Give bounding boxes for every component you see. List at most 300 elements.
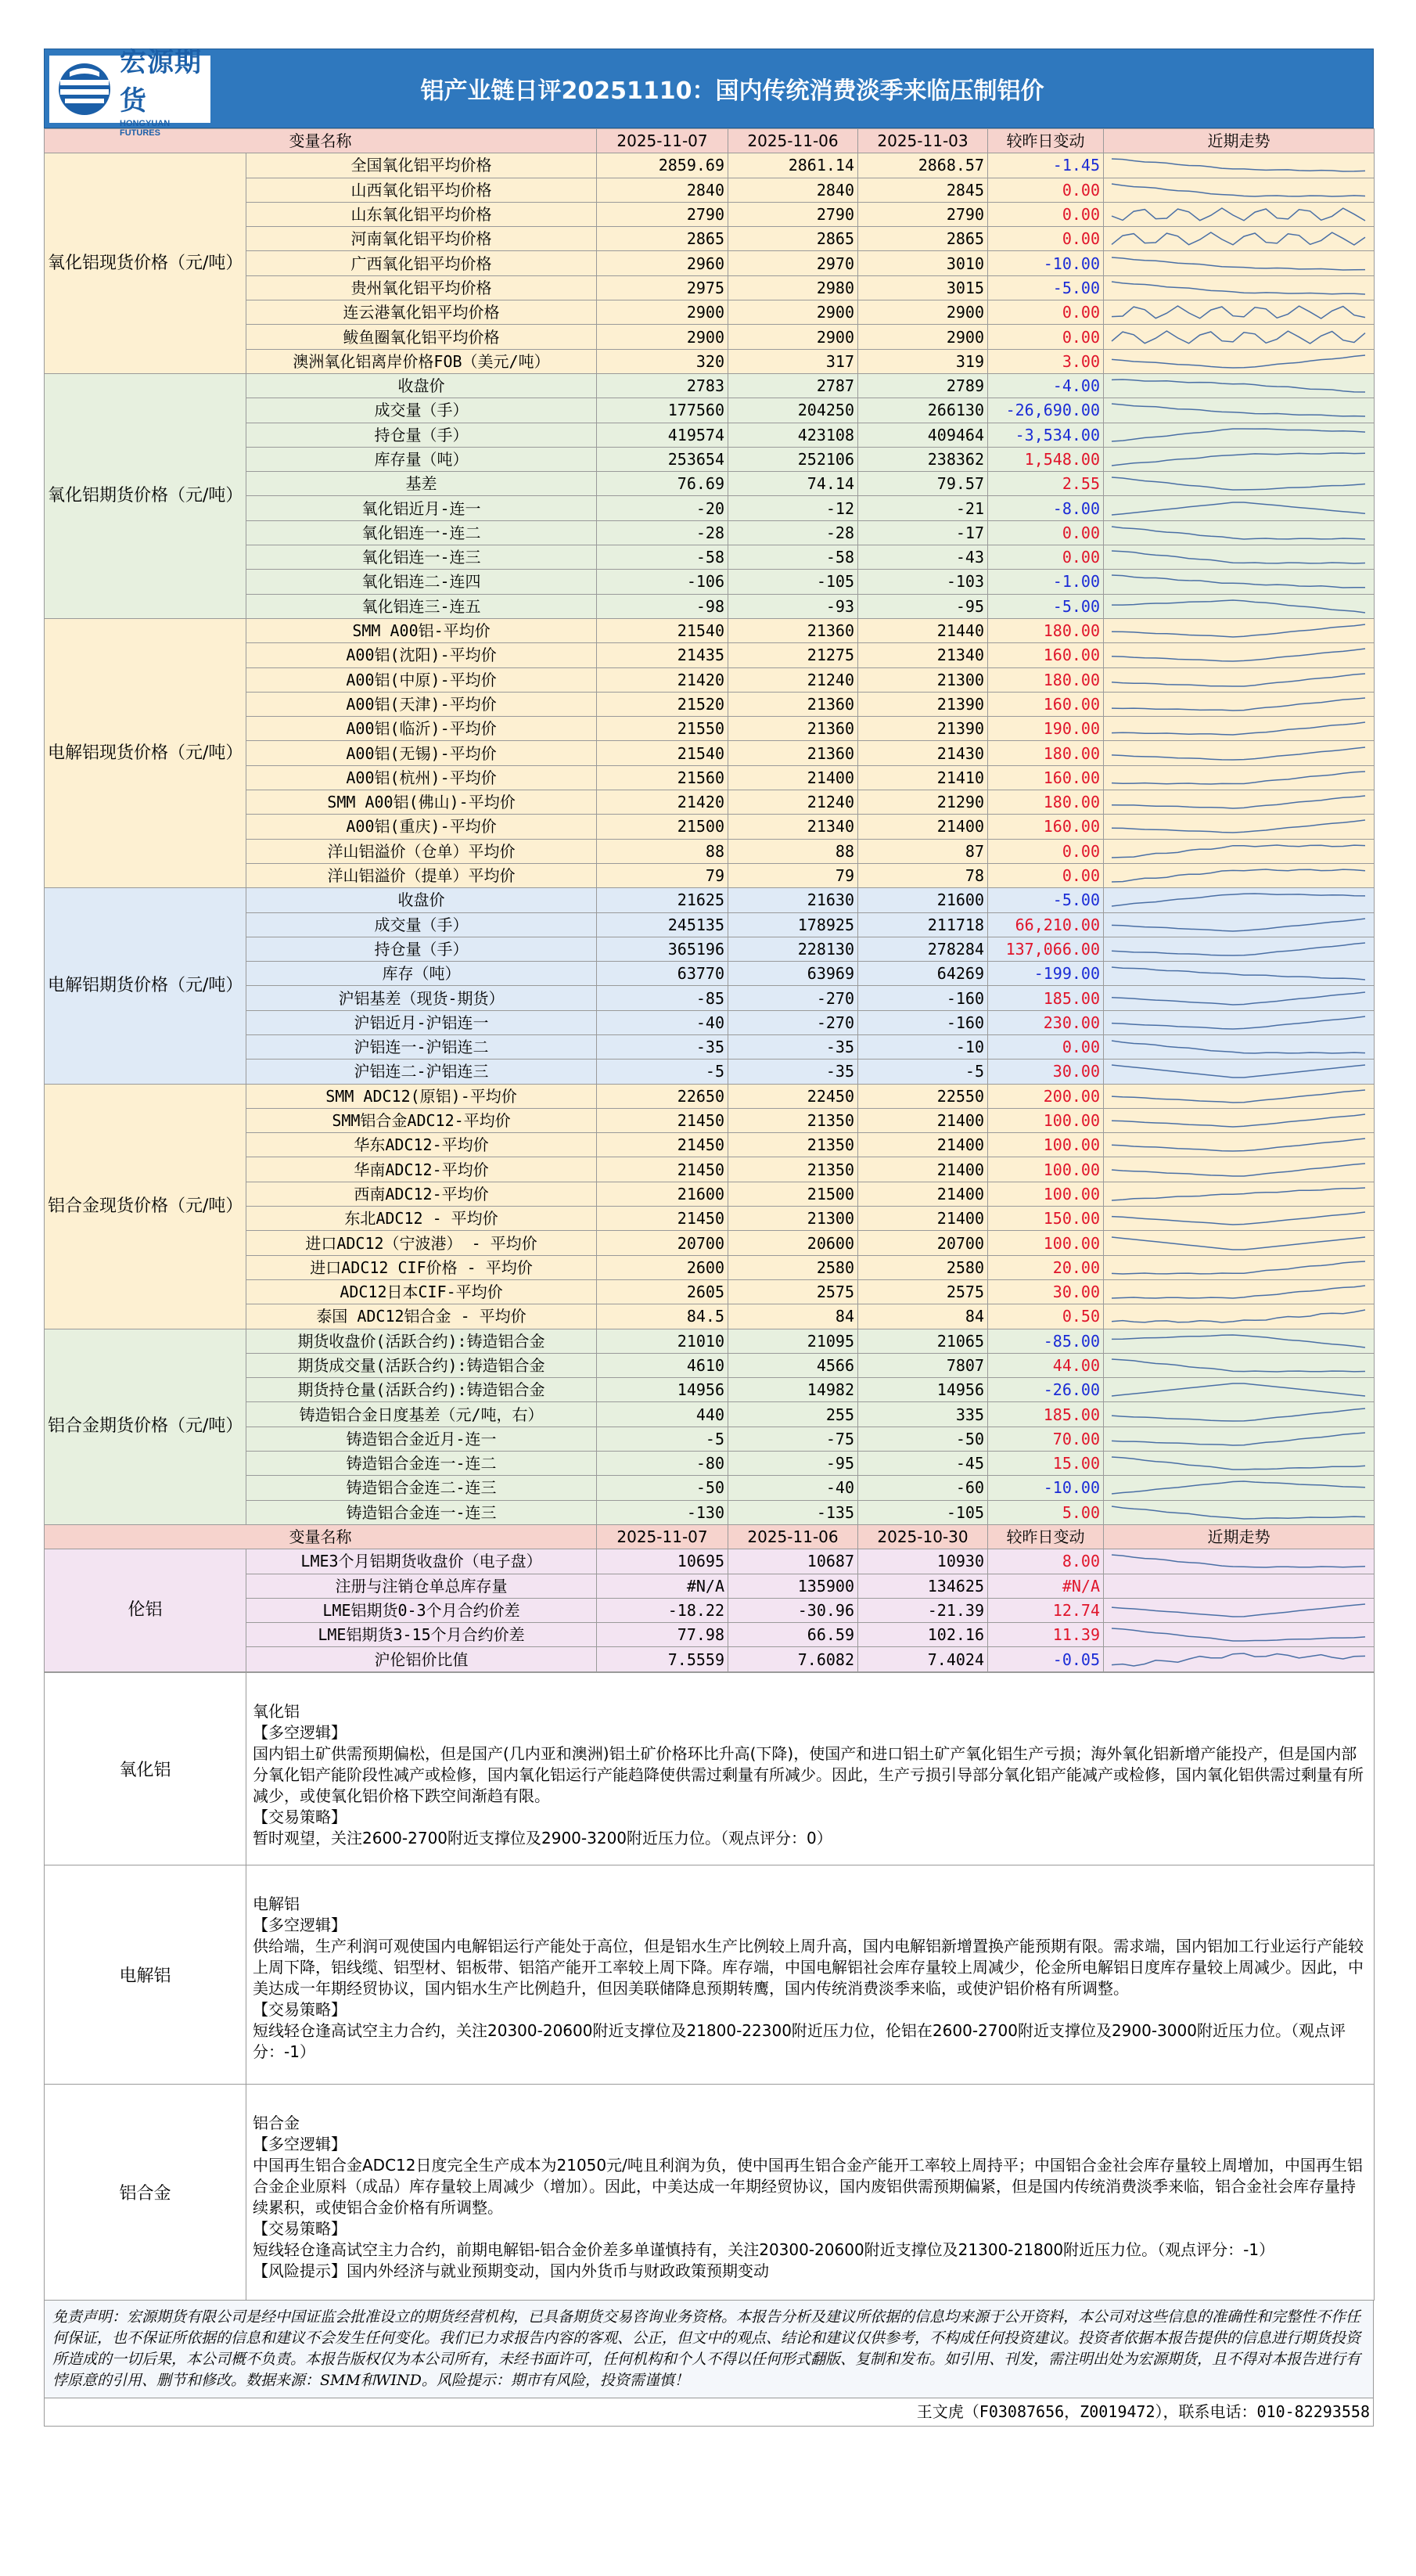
value-d3: -50: [858, 1427, 988, 1451]
trend-cell: [1104, 1574, 1375, 1598]
sparkline-chart: [1107, 1282, 1370, 1302]
sparkline-chart: [1107, 596, 1370, 617]
sparkline-path: [1112, 477, 1365, 490]
value-d3: 87: [858, 839, 988, 863]
value-d3: 238362: [858, 447, 988, 471]
variable-name: 山西氧化铝平均价格: [246, 178, 597, 202]
value-d1: 21420: [597, 667, 728, 692]
value-d3: 319: [858, 349, 988, 373]
trend-cell: [1104, 325, 1375, 349]
value-d1: -20: [597, 496, 728, 520]
sparkline-chart: [1107, 1184, 1370, 1204]
variable-name: 沪伦铝价比值: [246, 1647, 597, 1671]
trend-cell: [1104, 667, 1375, 692]
trend-cell: [1104, 398, 1375, 423]
value-d1: -40: [597, 1010, 728, 1034]
value-d2: -135: [728, 1500, 858, 1524]
sparkline-path: [1112, 1310, 1365, 1322]
sparkline-path: [1112, 429, 1365, 441]
value-d1: 177560: [597, 398, 728, 423]
sparkline-path: [1112, 331, 1365, 344]
column-header-name: 变量名称: [45, 1524, 597, 1549]
sparkline-chart: [1107, 155, 1370, 175]
trend-cell: [1104, 570, 1375, 594]
sparkline-path: [1112, 772, 1365, 784]
daily-change: 0.00: [988, 300, 1104, 325]
sparkline-chart: [1107, 718, 1370, 739]
variable-name: 氧化铝连二-连四: [246, 570, 597, 594]
value-d1: 77.98: [597, 1623, 728, 1647]
daily-change: -4.00: [988, 373, 1104, 398]
daily-change: 0.00: [988, 178, 1104, 202]
value-d1: -106: [597, 570, 728, 594]
sparkline-chart: [1107, 1110, 1370, 1131]
value-d3: 21400: [858, 1182, 988, 1206]
variable-name: 进口ADC12 CIF价格 - 平均价: [246, 1255, 597, 1279]
trend-cell: [1104, 1231, 1375, 1255]
value-d1: -85: [597, 986, 728, 1010]
value-d1: 14956: [597, 1378, 728, 1402]
value-d1: -50: [597, 1476, 728, 1500]
trend-cell: [1104, 741, 1375, 765]
value-d2: -12: [728, 496, 858, 520]
value-d2: 21350: [728, 1133, 858, 1157]
sparkline-path: [1112, 1261, 1365, 1274]
daily-change: -199.00: [988, 962, 1104, 986]
trend-cell: [1104, 962, 1375, 986]
analysis-label: 电解铝: [45, 1865, 246, 2084]
analysis-table: [44, 1672, 1375, 2301]
sparkline-path: [1112, 184, 1365, 196]
trend-cell: [1104, 153, 1375, 178]
value-d3: 409464: [858, 423, 988, 447]
value-d1: 245135: [597, 912, 728, 937]
trend-cell: [1104, 520, 1375, 545]
value-d3: 21400: [858, 1133, 988, 1157]
value-d3: 14956: [858, 1378, 988, 1402]
variable-name: A00铝(临沂)-平均价: [246, 717, 597, 741]
variable-name: 进口ADC12（宁波港） - 平均价: [246, 1231, 597, 1255]
variable-name: 收盘价: [246, 888, 597, 912]
value-d2: 228130: [728, 937, 858, 961]
sparkline-chart: [1107, 547, 1370, 567]
value-d1: 20700: [597, 1231, 728, 1255]
value-d3: 21300: [858, 667, 988, 692]
variable-name: A00铝(重庆)-平均价: [246, 815, 597, 839]
sparkline-path: [1112, 1188, 1365, 1200]
sparkline-path: [1112, 1506, 1365, 1519]
trend-cell: [1104, 937, 1375, 961]
value-d1: -130: [597, 1500, 728, 1524]
variable-name: 泰国 ADC12铝合金 - 平均价: [246, 1304, 597, 1329]
value-d3: 21400: [858, 1157, 988, 1182]
sparkline-chart: [1107, 1600, 1370, 1621]
risk-text: 国内外经济与就业预期变动，国内外货币与财政政策预期变动: [347, 2261, 769, 2280]
sparkline-chart: [1107, 939, 1370, 959]
value-d3: 21400: [858, 1207, 988, 1231]
variable-name: 期货收盘价(活跃合约):铸造铝合金: [246, 1329, 597, 1353]
daily-change: -8.00: [988, 496, 1104, 520]
sparkline-chart: [1107, 988, 1370, 1009]
value-d3: -21.39: [858, 1598, 988, 1622]
logic-text: 中国再生铝合金ADC12日度完全生产成本为21050元/吨且利润为负，使中国再生铝合金产能开工率较上周持平；中国铝合金社会库存量较上周增加，中国再生铝合金企业原料（成品）库存量较上周减少（增加）。因此，中美达成一年期经贸协议，国内废铝供需预期偏紧，但是国内传统消费淡季来临，铝合金社会库存量持续累积，或使铝合金价格有所调整。: [253, 2155, 1363, 2217]
sparkline-chart: [1107, 473, 1370, 494]
value-d3: 21430: [858, 741, 988, 765]
value-d2: 22450: [728, 1084, 858, 1108]
value-d1: 7.5559: [597, 1647, 728, 1671]
analysis-label: 铝合金: [45, 2084, 246, 2300]
value-d3: 2845: [858, 178, 988, 202]
value-d1: -5: [597, 1060, 728, 1084]
value-d1: -28: [597, 520, 728, 545]
value-d2: 7.6082: [728, 1647, 858, 1671]
trend-cell: [1104, 1549, 1375, 1574]
variable-name: 鲅鱼圈氧化铝平均价格: [246, 325, 597, 349]
trend-cell: [1104, 1034, 1375, 1059]
analysis-content: [246, 2084, 1375, 2300]
trend-cell: [1104, 1427, 1375, 1451]
trend-cell: [1104, 643, 1375, 667]
daily-change: 100.00: [988, 1157, 1104, 1182]
sparkline-path: [1112, 1359, 1365, 1372]
sparkline-chart: [1107, 1502, 1370, 1523]
variable-name: 氧化铝连一-连二: [246, 520, 597, 545]
sparkline-chart: [1107, 1208, 1370, 1229]
value-d1: 21500: [597, 815, 728, 839]
sparkline-chart: [1107, 694, 1370, 714]
daily-change: 190.00: [988, 717, 1104, 741]
sparkline-chart: [1107, 1013, 1370, 1033]
value-d2: 2840: [728, 178, 858, 202]
analysis-label: 氧化铝: [45, 1672, 246, 1865]
value-d1: -35: [597, 1034, 728, 1059]
variable-name: LME3个月铝期货收盘价（电子盘）: [246, 1549, 597, 1574]
sparkline-chart: [1107, 1257, 1370, 1278]
value-d3: 64269: [858, 962, 988, 986]
daily-change: -3,534.00: [988, 423, 1104, 447]
sparkline-chart: [1107, 1331, 1370, 1351]
sparkline-path: [1112, 159, 1365, 171]
trend-cell: [1104, 447, 1375, 471]
variable-name: 基差: [246, 472, 597, 496]
trend-cell: [1104, 1476, 1375, 1500]
value-d3: 21400: [858, 815, 988, 839]
sparkline-chart: [1107, 1624, 1370, 1645]
group-label: 电解铝期货价格（元/吨）: [45, 888, 246, 1084]
daily-change: 0.00: [988, 863, 1104, 887]
value-d3: -103: [858, 570, 988, 594]
sparkline-path: [1112, 1409, 1365, 1421]
sparkline-chart: [1107, 1551, 1370, 1571]
value-d3: 2580: [858, 1255, 988, 1279]
daily-change: 66,210.00: [988, 912, 1104, 937]
analysis-text: [246, 2085, 1374, 2290]
trend-cell: [1104, 472, 1375, 496]
value-d2: -95: [728, 1452, 858, 1476]
sparkline-path: [1112, 1041, 1365, 1053]
trend-cell: [1104, 1500, 1375, 1524]
value-d2: 2900: [728, 325, 858, 349]
group-label: 铝合金现货价格（元/吨）: [45, 1084, 246, 1329]
value-d1: -58: [597, 545, 728, 570]
sparkline-chart: [1107, 204, 1370, 225]
report-title: 铝产业链日评20251110：国内传统消费淡季来临压制铝价: [420, 77, 1044, 105]
analysis-text: [246, 1673, 1374, 1857]
daily-change: 160.00: [988, 692, 1104, 716]
daily-change: 0.50: [988, 1304, 1104, 1329]
daily-change: 1,548.00: [988, 447, 1104, 471]
sparkline-chart: [1107, 670, 1370, 690]
value-d3: 21410: [858, 765, 988, 790]
value-d2: 21360: [728, 692, 858, 716]
sparkline-chart: [1107, 768, 1370, 788]
sparkline-chart: [1107, 915, 1370, 935]
daily-change: 0.00: [988, 325, 1104, 349]
trend-cell: [1104, 986, 1375, 1010]
table-row: [45, 618, 1375, 642]
disclaimer: 免责声明：宏源期货有限公司是经中国证监会批准设立的期货经营机构，已具备期货交易咨询业务资格。本报告分析及建议所依据的信息均来源于公开资料，本公司对这些信息的准确性和完整性不作任何保证，也不保证所依据的信息和建议不会发生任何变化。我们已力求报告内容的客观、公正，但文中的观点、结论和建议仅供参考，不构成任何投资建议。投资者依据本报告提供的信息进行期货投资所造成的一切后果，本公司概不负责。本报告版权仅为本公司所有，未经书面许可，任何机构和个人不得以任何形式翻版、复制和发布。如引用、刊发，需注明出处为宏源期货，且不得对本报告进行有悖原意的引用、删节和修改。数据来源：SMM和WIND。风险提示：期市有风险，投资需谨慎！: [44, 2301, 1374, 2398]
analysis-title: 铝合金: [253, 2113, 300, 2132]
table-row: [45, 1084, 1375, 1108]
value-d3: 2790: [858, 202, 988, 226]
value-d3: -10: [858, 1034, 988, 1059]
variable-name: 成交量（手）: [246, 912, 597, 937]
daily-change: 100.00: [988, 1231, 1104, 1255]
strategy-text: 短线轻仓逢高试空主力合约，关注20300-20600附近支撑位及21800-22300附近压力位，伦铝在2600-2700附近支撑位及2900-3000附近压力位。（观点评分：-1）: [253, 2020, 1346, 2061]
value-d2: 21500: [728, 1182, 858, 1206]
value-d2: 21240: [728, 667, 858, 692]
value-d1: 21450: [597, 1157, 728, 1182]
value-d1: 21540: [597, 741, 728, 765]
variable-name: 全国氧化铝平均价格: [246, 153, 597, 178]
daily-change: -26.00: [988, 1378, 1104, 1402]
hongyuan-logo-icon: [54, 61, 115, 117]
value-d2: 423108: [728, 423, 858, 447]
variable-name: A00铝(沈阳)-平均价: [246, 643, 597, 667]
risk-line: [253, 2261, 1369, 2282]
value-d2: 135900: [728, 1574, 858, 1598]
table-header-row: [45, 1524, 1375, 1549]
sparkline-path: [1112, 232, 1365, 245]
trend-cell: [1104, 863, 1375, 887]
variable-name: ADC12日本CIF-平均价: [246, 1279, 597, 1304]
daily-change: 5.00: [988, 1500, 1104, 1524]
variable-name: 西南ADC12-平均价: [246, 1182, 597, 1206]
variable-name: 华东ADC12-平均价: [246, 1133, 597, 1157]
value-d1: 21420: [597, 790, 728, 815]
strategy-heading: 【交易策略】: [253, 1999, 347, 2019]
variable-name: 氧化铝连三-连五: [246, 594, 597, 618]
value-d1: 84.5: [597, 1304, 728, 1329]
value-d1: 21520: [597, 692, 728, 716]
value-d2: -28: [728, 520, 858, 545]
daily-change: 160.00: [988, 643, 1104, 667]
value-d2: 63969: [728, 962, 858, 986]
trend-cell: [1104, 1353, 1375, 1377]
group-label: 伦铝: [45, 1549, 246, 1671]
sparkline-chart: [1107, 743, 1370, 764]
sparkline-path: [1112, 1433, 1365, 1445]
value-d1: 21435: [597, 643, 728, 667]
column-header-trend: 近期走势: [1104, 1524, 1375, 1549]
sparkline-chart: [1107, 1650, 1370, 1670]
value-d1: 2600: [597, 1255, 728, 1279]
value-d2: 88: [728, 839, 858, 863]
column-header-name: 变量名称: [45, 129, 597, 153]
analysis-content: [246, 1865, 1375, 2084]
value-d3: 21400: [858, 1108, 988, 1132]
sparkline-path: [1112, 796, 1365, 808]
daily-change: 0.00: [988, 227, 1104, 251]
daily-change: 0.00: [988, 839, 1104, 863]
sparkline-chart: [1107, 865, 1370, 886]
trend-cell: [1104, 227, 1375, 251]
group-label: 氧化铝期货价格（元/吨）: [45, 373, 246, 618]
variable-name: 连云港氧化铝平均价格: [246, 300, 597, 325]
report-page: [44, 49, 1374, 2427]
sparkline-path: [1112, 380, 1365, 392]
daily-change: -1.45: [988, 153, 1104, 178]
analysis-text: [246, 1865, 1374, 2071]
daily-change: -10.00: [988, 251, 1104, 275]
sparkline-path: [1112, 551, 1365, 563]
variable-name: 库存量（吨）: [246, 447, 597, 471]
trend-cell: [1104, 349, 1375, 373]
sparkline-path: [1112, 1653, 1365, 1666]
daily-change: -26,690.00: [988, 398, 1104, 423]
sparkline-path: [1112, 306, 1365, 318]
sparkline-path: [1112, 1090, 1365, 1103]
trend-cell: [1104, 1279, 1375, 1304]
sparkline-chart: [1107, 1233, 1370, 1254]
value-d2: -30.96: [728, 1598, 858, 1622]
sparkline-path: [1112, 282, 1365, 294]
sparkline-path: [1112, 649, 1365, 661]
value-d3: 22550: [858, 1084, 988, 1108]
value-d1: 2605: [597, 1279, 728, 1304]
analysis-title: 氧化铝: [253, 1701, 300, 1721]
sparkline-path: [1112, 453, 1365, 466]
value-d2: 79: [728, 863, 858, 887]
daily-change: 200.00: [988, 1084, 1104, 1108]
column-header-chg: 较昨日变动: [988, 129, 1104, 153]
value-d3: 84: [858, 1304, 988, 1329]
price-table: [44, 128, 1375, 1672]
variable-name: 收盘价: [246, 373, 597, 398]
daily-change: -0.05: [988, 1647, 1104, 1671]
trend-cell: [1104, 1598, 1375, 1622]
value-d1: 2975: [597, 275, 728, 300]
sparkline-chart: [1107, 278, 1370, 298]
daily-change: -1.00: [988, 570, 1104, 594]
value-d3: 2575: [858, 1279, 988, 1304]
trend-cell: [1104, 1255, 1375, 1279]
variable-name: 洋山铝溢价（仓单）平均价: [246, 839, 597, 863]
value-d2: 252106: [728, 447, 858, 471]
sparkline-path: [1112, 1383, 1365, 1396]
value-d1: 2900: [597, 300, 728, 325]
value-d3: 102.16: [858, 1623, 988, 1647]
sparkline-chart: [1107, 376, 1370, 396]
trend-cell: [1104, 423, 1375, 447]
value-d1: #N/A: [597, 1574, 728, 1598]
table-row: [45, 373, 1375, 398]
value-d1: 2865: [597, 227, 728, 251]
value-d2: 21300: [728, 1207, 858, 1231]
variable-name: A00铝(无锡)-平均价: [246, 741, 597, 765]
value-d3: 211718: [858, 912, 988, 937]
trend-cell: [1104, 1060, 1375, 1084]
daily-change: 180.00: [988, 790, 1104, 815]
trend-cell: [1104, 251, 1375, 275]
variable-name: 注册与注销仓单总库存量: [246, 1574, 597, 1598]
risk-heading: 【风险提示】: [253, 2261, 347, 2280]
daily-change: 70.00: [988, 1427, 1104, 1451]
daily-change: 0.00: [988, 1034, 1104, 1059]
variable-name: 沪铝连二-沪铝连三: [246, 1060, 597, 1084]
sparkline-chart: [1107, 1135, 1370, 1155]
table-header-row: [45, 129, 1375, 153]
daily-change: 180.00: [988, 667, 1104, 692]
trend-cell: [1104, 1304, 1375, 1329]
value-d1: 10695: [597, 1549, 728, 1574]
daily-change: -10.00: [988, 1476, 1104, 1500]
value-d1: 2790: [597, 202, 728, 226]
daily-change: 11.39: [988, 1623, 1104, 1647]
sparkline-path: [1112, 1457, 1365, 1470]
sparkline-chart: [1107, 228, 1370, 249]
sparkline-path: [1112, 208, 1365, 221]
value-d2: 21095: [728, 1329, 858, 1353]
trend-cell: [1104, 1329, 1375, 1353]
sparkline-chart: [1107, 351, 1370, 372]
variable-name: 期货成交量(活跃合约):铸造铝合金: [246, 1353, 597, 1377]
sparkline-path: [1112, 992, 1365, 1005]
value-d3: 21340: [858, 643, 988, 667]
daily-change: 30.00: [988, 1060, 1104, 1084]
trend-cell: [1104, 839, 1375, 863]
value-d3: 2868.57: [858, 153, 988, 178]
trend-cell: [1104, 275, 1375, 300]
value-d1: 79: [597, 863, 728, 887]
sparkline-chart: [1107, 645, 1370, 665]
sparkline-chart: [1107, 302, 1370, 322]
daily-change: 160.00: [988, 815, 1104, 839]
value-d2: 21350: [728, 1157, 858, 1182]
sparkline-chart: [1107, 1453, 1370, 1473]
variable-name: 铸造铝合金连一-连三: [246, 1500, 597, 1524]
value-d2: 21400: [728, 765, 858, 790]
variable-name: 氧化铝近月-连一: [246, 496, 597, 520]
logic-heading: 【多空逻辑】: [253, 2134, 347, 2153]
trend-cell: [1104, 496, 1375, 520]
daily-change: 185.00: [988, 1402, 1104, 1427]
value-d3: 79.57: [858, 472, 988, 496]
logic-text: 供给端，生产利润可观使国内电解铝运行产能处于高位，但是铝水生产比例较上周升高，国内电解铝新增置换产能预期有限。需求端，国内铝加工行业运行产能较上周下降，铝线缆、铝型材、铝板带、铝箔产能开工率较上周下降。库存端，中国电解铝社会库存量较上周减少，伦金所电解铝日度库存量较上周减少。因此，中美达成一年期经贸协议，国内铝水生产比例趋升，但因美联储降息预期转鹰，国内传统消费淡季来临，或使沪铝价格有所调整。: [253, 1936, 1364, 1998]
value-d3: -160: [858, 986, 988, 1010]
value-d1: 365196: [597, 937, 728, 961]
value-d1: 21560: [597, 765, 728, 790]
trend-cell: [1104, 618, 1375, 642]
value-d1: 21450: [597, 1207, 728, 1231]
column-header-trend: 近期走势: [1104, 129, 1375, 153]
value-d3: 2789: [858, 373, 988, 398]
value-d2: -270: [728, 1010, 858, 1034]
trend-cell: [1104, 692, 1375, 716]
variable-name: 铸造铝合金连二-连三: [246, 1476, 597, 1500]
value-d3: -43: [858, 545, 988, 570]
daily-change: 12.74: [988, 1598, 1104, 1622]
